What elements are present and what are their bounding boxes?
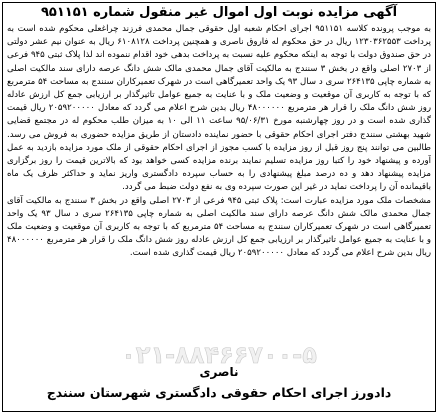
notice-paragraph-specs: مشخصات ملک مورد مزایده عبارت است: پلاک ثبتی ۹۴۵ فرعی از ۲۷۰۳ اصلی واقع در بخش ۳ سنندج به مالکیت آقای جمال محمدی مالک شش دانگ عرصه دارای سند مالکیت اصلی به شماره چاپی ۲۶۴۱۳۵ سری د سال ۹۳ یک واحد تعمیرگاهی است در شهرک تعمیرکاران سنندج به مساحت ۵۴ مترمربع که با توجه به کاربری آن موقعیت و وضعیت ملک و با عنایت به جمیع عوامل تاثیرگذار بر ارزیابی جمع کل ارزش عادله روز شش دانگ ملک را قرار هر مترمربع ۴۸۰۰۰۰۰۰ ریال بدین شرح اعلام می گردد که معادل ۲۰۵۹۲۰۰۰۰۰ ریال قیمت گذاری شده است. [7,195,431,259]
notice-title: آگهی مزایده نوبت اول اموال غیر منقول شماره ۹۵۱۱۵۱ [40,5,398,20]
signer-name: ناصری [199,365,239,379]
phone-watermark: ۰۲۱-۸۸۴۶۶۷۰۰-۵ [121,341,317,369]
auction-notice [2,2,436,412]
notice-body [7,23,431,341]
issuing-department: دادورز اجرای احکام حقوقی دادگستری شهرستان سنندج [46,385,392,400]
notice-paragraph-main: به موجب پرونده کلاسه ۹۵۱۱۵۱ اجرای احکام شعبه اول حقوقی جمال محمدی فرزند چراغعلی محکوم شده است به پرداخت ۱۲۳۰۳۶۲۵۵۳ ریال در حق محکوم له فاروق ناصری و همچنین پرداخت ۶۱۰۸۱۲۸ ریال به عنوان نیم عشر دولتی در حق صندوق دولت با توجه به اینکه محکوم علیه نسبت به پرداخت بدهی خود اقدام ننموده اند لذا پلاک ثبتی ۹۴۵ فرعی از ۲۷۰۳ اصلی واقع در بخش ۳ سنندج به مالکیت آقای جمال محمدی مالک شش دانگ عرصه دارای سند مالکیت اصلی به شماره چاپی ۲۶۴۱۳۵ سری د سال ۹۳ یک واحد تعمیرگاهی است در شهرک تعمیرکاران سنندج به مساحت ۵۴ مترمربع که با توجه به کاربری آن موقعیت و وضعیت ملک و با عنایت به جمیع عوامل تاثیرگذار بر ارزیابی جمع کل ارزش عادله روز شش دانگ ملک را قرار هر مترمربع ۴۸۰۰۰۰۰۰ ریال بدین شرح اعلام می گردد که معادل ۲۰۵۹۲۰۰۰۰۰ ریال قیمت گذاری شده است و در روز چهارشنبه مورخ ۹۵/۰۶/۳۱ ساعت ۱۱ الی ۱۰ به میزان طلب محکوم له در مجتمع قضایی شهید بهشتی سنندج دفتر اجرای احکام حقوقی با حضور نماینده دادستان از طریق مزایده حضوری به فروش می رسد. طالبین می توانند پنج روز قبل از روز مزایده با کسب مجوز از اجرای احکام حقوقی از ملک مورد مزایده بازدید به عمل آورده و پیشنهاد خود را کتبا روز مزایده تسلیم نمایند برنده مزایده کسی خواهد بود که بالاترین قیمت را روز برگزاری مزایده پیشنهاد دهد و ده درصد مبلغ پیشنهادی را به حساب سپرده دادگستری واریز نماید و حداکثر ظرف یک ماه باقیمانده آن را پرداخت نماید در غیر این صورت سپرده وی به نفع دولت ضبط می گردد. [7,24,431,193]
